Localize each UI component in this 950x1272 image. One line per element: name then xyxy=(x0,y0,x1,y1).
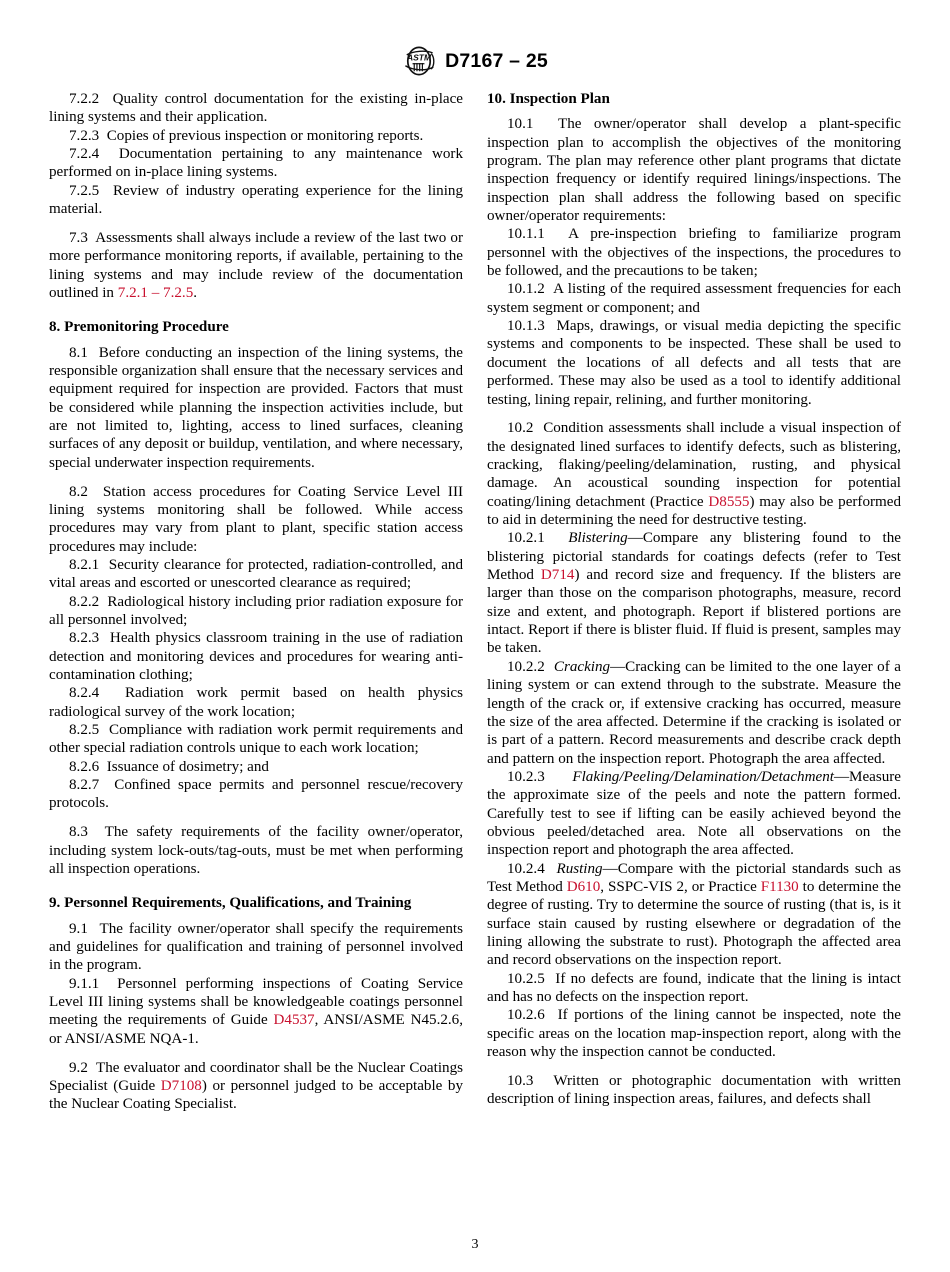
paragraph-text: Health physics classroom training in the use of radiation detection and monitoring devices and procedures for wearing anti-contamination clothing; xyxy=(49,630,464,683)
paragraph-text: —Compare with the pictorial standards such as Test Method xyxy=(487,860,902,895)
paragraph-text: Station access procedures for Coating Service Level III lining systems monitoring shall be followed. While access procedures may vary from plant to plant, specific station access procedures may include: xyxy=(49,483,464,555)
paragraph-number: 10.2 xyxy=(507,420,534,437)
paragraph-number: 8.2.7 xyxy=(69,777,100,794)
paragraph-text: —Measure the approximate size of the peels and note the pattern formed. Carefully test to see if lifting can be easily achieved beyond the obvious peeled/detached area. Note all observations on the inspection report and photograph the area affected. xyxy=(487,768,901,859)
paragraph-text: Radiological history including prior radiation exposure for all personnel involved; xyxy=(49,593,463,628)
cross-reference-link[interactable]: F1130 xyxy=(760,878,799,895)
paragraph-8-2-2 xyxy=(49,593,463,630)
paragraph-text: The owner/operator shall develop a plant-specific inspection plan to accomplish the objectives of the monitoring program. The plan may reference other plant programs that dictate inspection frequency or identify required linings/inspections. The inspection plan shall address the following based on specific owner/operator requirements: xyxy=(487,116,901,225)
paragraph-text: Quality control documentation for the existing in-place lining systems and their application. xyxy=(49,91,464,126)
cross-reference-link[interactable]: D7108 xyxy=(160,1077,202,1094)
cross-reference-link[interactable]: D714 xyxy=(540,567,575,584)
paragraph-text: Maps, drawings, or visual media depicting the specific systems and components to be inspected. These shall be used to document the locations of all defects and all tests that are performed. These may also be used as a tool to identify additional testing, lining repair, relining, and further monitoring. xyxy=(487,318,901,408)
paragraph-text: Radiation work permit based on health physics radiological survey of the work location; xyxy=(49,685,464,720)
paragraph-number: 7.2.5 xyxy=(69,182,100,199)
section-heading-10: 10. Inspection Plan xyxy=(487,91,610,107)
paragraph-7-2-5 xyxy=(49,182,463,219)
paragraph-text: The safety requirements of the facility owner/operator, including system lock-outs/tag-outs, must be met when performing all inspection operations. xyxy=(49,824,463,877)
paragraph-text: Confined space permits and personnel rescue/recovery protocols. xyxy=(49,777,464,812)
paragraph-10-2-3 xyxy=(487,768,901,860)
paragraph-text: Written or photographic documentation with written description of lining inspection areas, failures, and defects shall xyxy=(487,1072,901,1108)
paragraph-10-2-2 xyxy=(487,658,901,768)
page-number: 3 xyxy=(471,1237,479,1252)
paragraph-number: 10.1 xyxy=(507,116,534,133)
paragraph-8-2-7 xyxy=(49,776,463,813)
paragraph-8-2-6 xyxy=(49,758,463,776)
paragraph-text: Documentation pertaining to any maintenance work performed on in-place lining systems. xyxy=(49,146,463,181)
cross-reference-link[interactable]: D4537 xyxy=(273,1012,315,1029)
paragraph-text: —Compare any blistering found to the blistering pictorial standards for coatings defects (refer to Test Method xyxy=(487,530,901,584)
paragraph-text-tail: ) may also be performed to aid in determining the need for destructive testing. xyxy=(487,493,902,529)
paragraph-10-2-4 xyxy=(487,860,901,970)
paragraph-number: 10.2.2 xyxy=(507,658,545,675)
paragraph-number: 8.2.6 xyxy=(69,758,100,775)
paragraph-text: Before conducting an inspection of the lining systems, the responsible organization shall ensure that the necessary services and equipment required for inspection are provided. Factors that must be considered while planning the inspection activities include, but are not limited to, lighting, access to lined surfaces, cleaning surfaces of any deposit or buildup, ventilation, and where necessary, special underwater inspection requirements. xyxy=(49,344,463,471)
paragraph-10-1-3 xyxy=(487,317,901,409)
paragraph-text: A pre-inspection briefing to familiarize program personnel with the objectives of the inspections, the procedures to be followed, and the precautions to be taken; xyxy=(487,226,901,280)
paragraph-10-2-5 xyxy=(487,970,901,1007)
paragraph-number: 8.2.4 xyxy=(69,685,100,702)
two-column-body xyxy=(49,90,901,1210)
paragraph-number: 7.2.4 xyxy=(69,146,100,163)
paragraph-number: 8.2.2 xyxy=(69,593,100,610)
paragraph-7-3 xyxy=(49,229,463,302)
paragraph-text: A listing of the required assessment frequencies for each system segment or component; and xyxy=(487,281,901,316)
paragraph-number: 8.2.3 xyxy=(69,630,100,647)
paragraph-number: 10.2.3 xyxy=(507,768,545,785)
paragraph-7-2-4 xyxy=(49,145,463,182)
paragraph-number: 10.1.1 xyxy=(507,226,545,243)
cross-reference-link[interactable]: 7.2.1 – 7.2.5 xyxy=(117,284,194,301)
defect-term: Cracking xyxy=(553,658,611,675)
paragraph-number: 10.2.1 xyxy=(507,530,545,547)
paragraph-number: 7.2.2 xyxy=(69,91,100,107)
paragraph-8-2-1 xyxy=(49,556,463,593)
paragraph-number: 10.3 xyxy=(507,1072,534,1089)
paragraph-text: Condition assessments shall include a visual inspection of the designated lined surfaces to identify defects, such as blistering, cracking, flaking/peeling/delamination, rusting, and physical damage. An acoustical sounding inspection for potential coating/lining detachment (Practice xyxy=(487,420,901,510)
paragraph-number: 10.2.6 xyxy=(507,1007,545,1024)
right-column xyxy=(487,90,901,1210)
paragraph-9-1-1 xyxy=(49,975,463,1048)
paragraph-text-tail: to determine the degree of rusting. Try to determine the source of rusting (that is, is it surface stain caused by rusting elsewhere or degradation of the lining allowing the substrate to rust). Photograph the affected area and record observations on the inspection report. xyxy=(487,878,901,969)
paragraph-8-2-5 xyxy=(49,721,463,758)
paragraph-number: 10.2.5 xyxy=(507,970,545,987)
paragraph-number: 7.3 xyxy=(69,229,88,246)
paragraph-text: The evaluator and coordinator shall be the Nuclear Coatings Specialist (Guide xyxy=(49,1059,463,1094)
defect-term: Rusting xyxy=(556,860,603,877)
paragraph-10-2-1 xyxy=(487,529,901,657)
paragraph-text: Personnel performing inspections of Coating Service Level III lining systems shall be knowledgeable coatings personnel meeting the requirements of Guide xyxy=(49,975,463,1029)
paragraph-text-tail: ) or personnel judged to be acceptable by the Nuclear Coating Specialist. xyxy=(49,1077,464,1113)
paragraph-9-2 xyxy=(49,1059,463,1114)
paragraph-text: Assessments shall always include a review of the last two or more performance monitoring reports, if available, pertaining to the lining systems and may include review of the documentation outlined in xyxy=(49,229,463,301)
section-heading-9: 9. Personnel Requirements, Qualifications, and Training xyxy=(49,895,412,912)
paragraph-text-tail: , ANSI/ASME N45.2.6, or ANSI/ASME NQA-1. xyxy=(49,1012,463,1047)
paragraph-number: 9.1.1 xyxy=(69,975,100,992)
paragraph-text: The facility owner/operator shall specify the requirements and guidelines for qualification and training of personnel involved in the program. xyxy=(49,920,463,974)
paragraph-7-2-3 xyxy=(49,127,463,145)
section-heading-8: 8. Premonitoring Procedure xyxy=(49,319,229,336)
paragraph-7-2-2 xyxy=(49,90,463,127)
paragraph-text: If portions of the lining cannot be inspected, note the specific areas on the location map-inspection report, along with the reason why the inspection cannot be conducted. xyxy=(487,1007,902,1061)
paragraph-10-2 xyxy=(487,419,901,529)
paragraph-text-tail: . xyxy=(193,284,198,301)
paragraph-number: 10.1.2 xyxy=(507,281,545,298)
paragraph-text: Compliance with radiation work permit requirements and other special radiation controls unique to each work location; xyxy=(49,722,464,757)
paragraph-8-2-4 xyxy=(49,684,463,721)
paragraph-number: 8.2.5 xyxy=(69,722,100,738)
paragraph-8-2-3 xyxy=(49,629,463,684)
paragraph-8-2 xyxy=(49,483,463,556)
paragraph-text: —Cracking can be limited to the one layer of a lining system or can extend through to the substrate. Measure the length of the crack or, if extensive cracking has occurred, measure the size of the area affected. Determine if the cracking is isolated or is part of a pattern. Record measurements and describe crack depth and pattern on the inspection report. Photograph the area affected. xyxy=(487,658,902,767)
astm-logo-icon xyxy=(402,46,436,76)
paragraph-text: If no defects are found, indicate that the lining is intact and has no defects on the inspection report. xyxy=(487,970,902,1005)
paragraph-10-2-6 xyxy=(487,1006,901,1061)
paragraph-number: 8.1 xyxy=(69,344,88,361)
cross-reference-link[interactable]: D8555 xyxy=(708,493,750,510)
paragraph-8-1 xyxy=(49,344,463,472)
paragraph-text-mid: , SSPC-VIS 2, or Practice xyxy=(600,878,761,895)
document-designation: D7167 – 25 xyxy=(445,49,548,72)
paragraph-text: Issuance of dosimetry; and xyxy=(106,758,269,775)
defect-term: Blistering xyxy=(568,530,628,547)
paragraph-number: 7.2.3 xyxy=(69,127,100,144)
paragraph-number: 8.3 xyxy=(69,824,88,841)
cross-reference-link[interactable]: D610 xyxy=(566,878,601,895)
paragraph-number: 8.2.1 xyxy=(69,556,100,573)
svg-text:ASTM: ASTM xyxy=(407,52,432,63)
paragraph-number: 10.1.3 xyxy=(507,318,545,335)
paragraph-text: Review of industry operating experience for the lining material. xyxy=(49,182,464,218)
paragraph-number: 9.1 xyxy=(69,920,88,937)
paragraph-number: 10.2.4 xyxy=(507,860,545,877)
paragraph-10-1-1 xyxy=(487,225,901,280)
paragraph-10-3 xyxy=(487,1072,901,1109)
paragraph-9-1 xyxy=(49,920,463,975)
page-header xyxy=(0,44,950,78)
defect-term: Flaking/Peeling/Delamination/Detachment xyxy=(572,768,834,785)
paragraph-number: 8.2 xyxy=(69,483,88,500)
paragraph-number: 9.2 xyxy=(69,1059,88,1076)
paragraph-10-1-2 xyxy=(487,280,901,317)
paragraph-8-3 xyxy=(49,823,463,878)
paragraph-10-1 xyxy=(487,115,901,225)
paragraph-text: Copies of previous inspection or monitoring reports. xyxy=(106,127,424,144)
paragraph-text-tail: ) and record size and frequency. If the blisters are larger than those on the comparison photographs, measure, record size and extent, and photograph. Report if blistered portions are intact. Report if there is blister fluid. If fluid is present, samples may be taken. xyxy=(487,567,902,657)
left-column xyxy=(49,90,463,1210)
paragraph-text: Security clearance for protected, radiation-controlled, and vital areas and escorted or unescorted clearance as required; xyxy=(49,556,464,592)
